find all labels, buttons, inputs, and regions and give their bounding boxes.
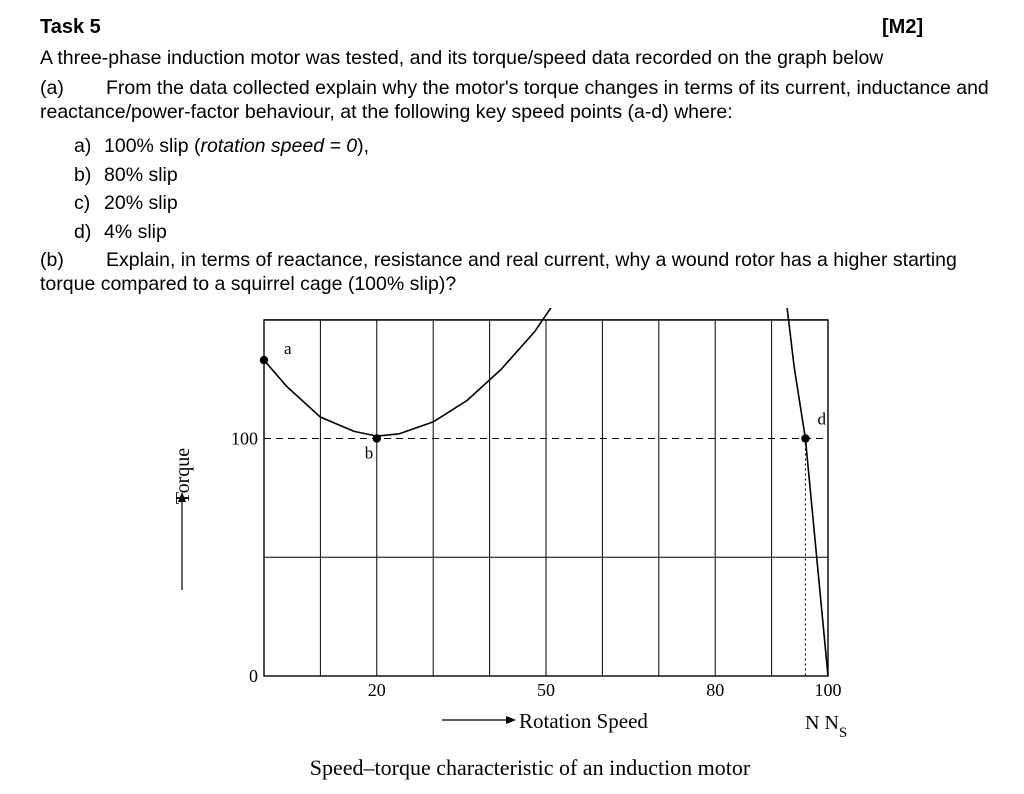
x-tick-label: 80 xyxy=(706,680,725,700)
part-a-label: (a) xyxy=(40,77,64,99)
x-tick-label: 50 xyxy=(537,680,555,700)
y-axis-label: Torque xyxy=(172,447,194,505)
part-a-text: From the data collected explain why the motor's torque changes in terms of its current, inductance and reactance/power-factor behaviour, at the following key speed points (a-d) where: xyxy=(40,77,989,123)
point-marker-d xyxy=(801,434,809,442)
list-item xyxy=(74,189,369,218)
tick-labels xyxy=(216,308,842,700)
y-tick-label: 0 xyxy=(249,666,258,686)
point-label-d: d xyxy=(817,409,826,429)
y-tick-label: 100 xyxy=(231,428,258,449)
point-marker-b xyxy=(373,434,381,442)
list-item xyxy=(74,218,369,247)
x-end-label: N $N_S$ xyxy=(805,712,848,741)
point-text: 80% slip xyxy=(104,163,178,186)
point-text: 20% slip xyxy=(104,192,178,214)
point-label-b: b xyxy=(364,443,374,463)
part-b xyxy=(40,248,1000,296)
point-key: c) xyxy=(74,192,91,214)
point-text: 4% slip xyxy=(104,220,167,243)
point-marker-a xyxy=(260,356,268,364)
point-key: a) xyxy=(74,135,92,157)
list-item xyxy=(74,132,369,161)
mark-allocation: [M2] xyxy=(882,16,924,38)
point-text-after: ), xyxy=(357,135,370,157)
axis-labels xyxy=(172,448,847,741)
figure-caption: Speed–torque characteristic of an induction motor xyxy=(309,755,751,780)
x-axis-label: Rotation Speed xyxy=(519,709,648,733)
speed-torque-chart xyxy=(160,308,860,748)
speed-points-list xyxy=(74,132,369,246)
part-b-text: Explain, in terms of reactance, resistance and real current, why a wound rotor has a higher starting torque compared to a squirrel cage (100% slip)? xyxy=(40,249,957,295)
point-text: 100% slip ( xyxy=(104,135,201,157)
point-label-a: a xyxy=(284,339,292,359)
part-a xyxy=(40,76,1000,124)
key-points xyxy=(260,308,827,463)
x-tick-label: 20 xyxy=(367,680,386,700)
chart-grid xyxy=(264,308,828,676)
intro-text: A three-phase induction motor was tested, and its torque/speed data recorded on the graph below xyxy=(40,47,884,69)
xlabel-arrowhead xyxy=(506,716,516,724)
task-title: Task 5 xyxy=(40,16,101,38)
point-key: b) xyxy=(74,163,92,186)
point-key: d) xyxy=(74,220,92,243)
list-item xyxy=(74,161,369,190)
x-tick-label: 100 xyxy=(814,680,842,700)
point-text-italic: rotation speed = 0 xyxy=(200,135,358,157)
part-b-label: (b) xyxy=(40,249,64,271)
